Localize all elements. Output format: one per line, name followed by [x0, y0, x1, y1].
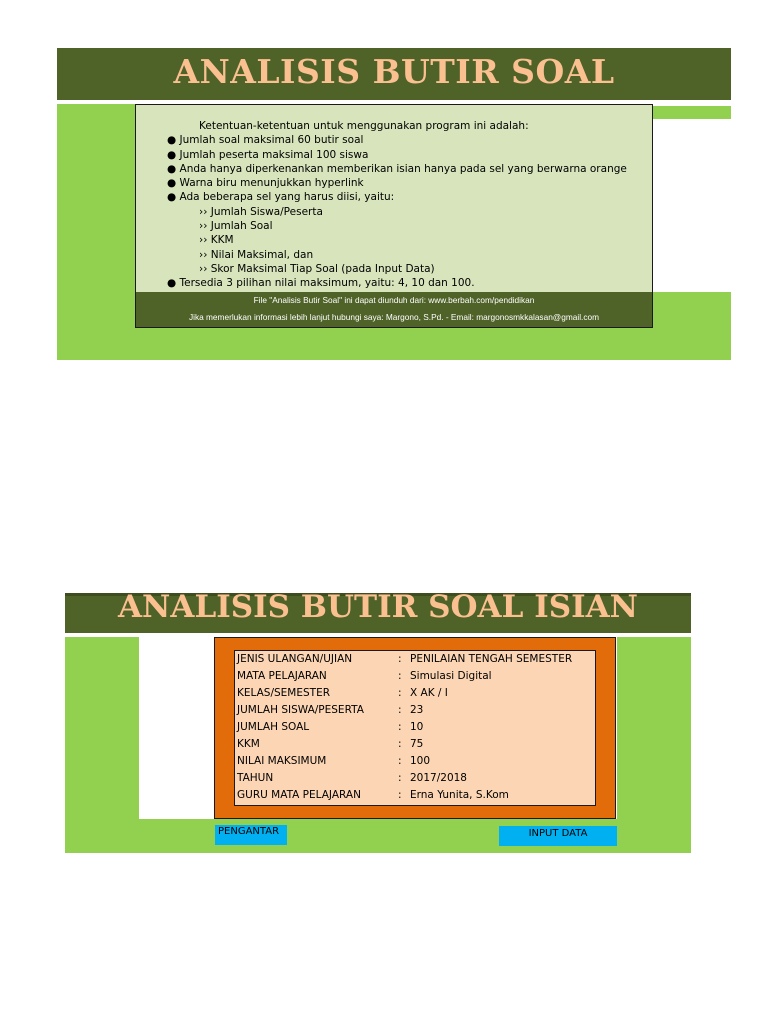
- bullet-text: Anda hanya diperkenankan memberikan isian hanya pada sel yang berwarna orange: [179, 162, 627, 175]
- input-data-label: INPUT DATA: [528, 828, 588, 839]
- bullet-text: Jumlah soal maksimal 60 butir soal: [179, 134, 364, 147]
- row-separator: :: [398, 653, 402, 665]
- row-label: KKM: [237, 738, 260, 750]
- row-separator: :: [398, 772, 402, 784]
- row-value[interactable]: 10: [410, 721, 424, 733]
- sub-bullet-icon: ››: [199, 262, 208, 275]
- row-value[interactable]: 23: [410, 704, 424, 716]
- sub-bullet-icon: ››: [199, 248, 208, 261]
- table-row: [235, 770, 595, 787]
- table-row: [235, 787, 595, 804]
- contact-info: Jika memerlukan informasi lebih lanjut hubungi saya: Margono, S.Pd. - Email: margonosmkkalasan@gmail.com: [188, 312, 600, 322]
- row-separator: :: [398, 721, 402, 733]
- instructions-intro: Ketentuan-ketentuan untuk menggunakan program ini adalah:: [199, 120, 529, 132]
- row-label: NILAI MAKSIMUM: [237, 755, 327, 767]
- bullet-item: [136, 162, 652, 176]
- row-separator: :: [398, 789, 402, 801]
- sub-item-text: Jumlah Siswa/Peserta: [210, 205, 323, 218]
- sub-item: [136, 205, 652, 219]
- download-info: File "Analisis Butir Soal" ini dapat diunduh dari: www.berbah.com/pendidikan: [253, 295, 535, 305]
- bullet-icon: ●: [167, 148, 177, 161]
- row-separator: :: [398, 704, 402, 716]
- bullet-icon: ●: [167, 134, 177, 147]
- sub-item-text: Jumlah Soal: [210, 220, 273, 233]
- row-value[interactable]: 75: [410, 738, 424, 750]
- table-row: [235, 668, 595, 685]
- bullet-item: [136, 148, 652, 162]
- sub-item: [136, 233, 652, 247]
- bullet-text: Jumlah peserta maksimal 100 siswa: [179, 148, 369, 161]
- sub-item-text: Skor Maksimal Tiap Soal (pada Input Data): [210, 262, 435, 275]
- bullet-item: [136, 190, 652, 204]
- bullet-icon: ●: [167, 162, 177, 175]
- bullet-text: Tersedia 3 pilihan nilai maksimum, yaitu: 4, 10 dan 100.: [179, 277, 475, 290]
- sub-bullet-icon: ››: [199, 220, 208, 233]
- green-panel-left: [57, 104, 135, 360]
- instructions-box: [135, 104, 653, 328]
- table-row: [235, 702, 595, 719]
- row-label: JUMLAH SOAL: [237, 721, 310, 733]
- bullet-item: [136, 176, 652, 190]
- row-separator: :: [398, 687, 402, 699]
- row-label: GURU MATA PELAJARAN: [237, 789, 361, 801]
- green-panel-right: [617, 637, 691, 853]
- info-footer: [136, 292, 652, 327]
- row-value[interactable]: Simulasi Digital: [410, 670, 492, 682]
- row-value[interactable]: X AK / I: [410, 687, 448, 699]
- table-row: [235, 719, 595, 736]
- pengantar-button[interactable]: [215, 825, 287, 845]
- row-label: MATA PELAJARAN: [237, 670, 327, 682]
- row-separator: :: [398, 755, 402, 767]
- input-data-button[interactable]: [499, 826, 617, 846]
- row-label: JENIS ULANGAN/UJIAN: [237, 653, 353, 665]
- green-panel-right-top: [653, 106, 731, 119]
- row-value[interactable]: PENILAIAN TENGAH SEMESTER: [410, 653, 573, 665]
- table-row: [235, 753, 595, 770]
- bullet-item: [136, 133, 652, 147]
- green-panel-left: [65, 637, 139, 853]
- bullet-icon: ●: [167, 177, 177, 190]
- green-panel-bottom: [135, 327, 653, 360]
- sub-item: [136, 219, 652, 233]
- identity-table: [234, 650, 596, 806]
- bullet-icon: ●: [167, 191, 177, 204]
- table-row: [235, 736, 595, 753]
- sub-item-text: KKM: [210, 234, 234, 247]
- row-label: TAHUN: [237, 772, 274, 784]
- sub-bullet-icon: ››: [199, 205, 208, 218]
- row-separator: :: [398, 738, 402, 750]
- instructions-text: [136, 119, 652, 291]
- table-row: [235, 685, 595, 702]
- page-title: ANALISIS BUTIR SOAL: [173, 52, 615, 91]
- pengantar-label: PENGANTAR: [218, 826, 280, 837]
- bullet-icon: ●: [167, 277, 177, 290]
- row-separator: :: [398, 670, 402, 682]
- sub-item: [136, 248, 652, 262]
- green-panel-right: [653, 292, 731, 360]
- bullet-text: Ada beberapa sel yang harus diisi, yaitu:: [179, 191, 395, 204]
- table-row: [235, 651, 595, 668]
- row-label: KELAS/SEMESTER: [237, 687, 330, 699]
- sub-item: [136, 262, 652, 276]
- row-label: JUMLAH SISWA/PESERTA: [237, 704, 364, 716]
- sub-item-text: Nilai Maksimal, dan: [210, 248, 314, 261]
- bullet-text: Warna biru menunjukkan hyperlink: [179, 177, 364, 190]
- row-value[interactable]: 100: [410, 755, 431, 767]
- row-value[interactable]: 2017/2018: [410, 772, 467, 784]
- row-value[interactable]: Erna Yunita, S.Kom: [410, 789, 509, 801]
- page-title-isian: ANALISIS BUTIR SOAL ISIAN: [118, 589, 638, 625]
- bullet-item: [136, 276, 652, 290]
- sub-bullet-icon: ››: [199, 234, 208, 247]
